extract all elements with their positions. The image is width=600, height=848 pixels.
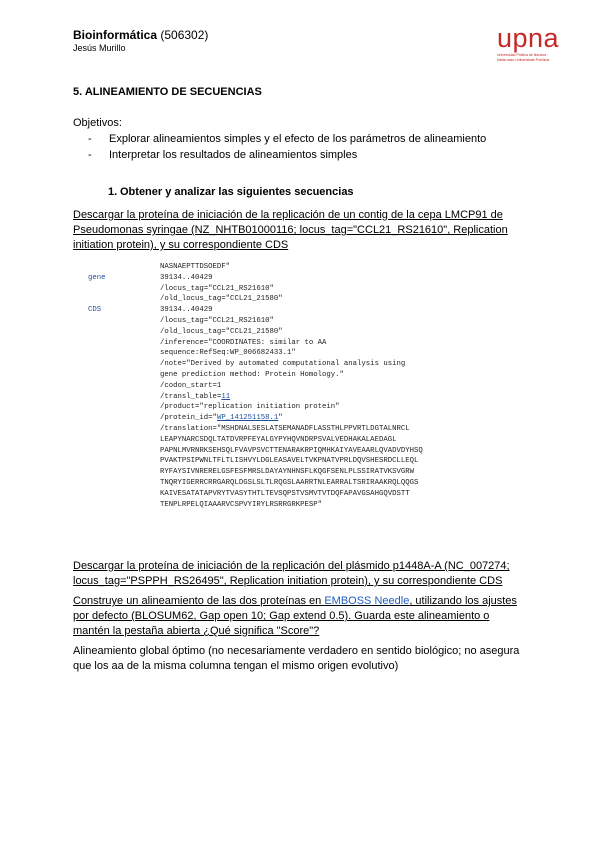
genbank-feature-key: [88, 424, 160, 435]
upna-logo: [497, 23, 560, 63]
genbank-feature-value: sequence:RefSeq:WP_006682433.1": [160, 349, 296, 358]
genbank-feature-key: [88, 413, 160, 424]
genbank-feature-value: 39134..40429: [160, 306, 213, 315]
genbank-feature-value: LEAPYNARCSDQLTATDVRPFEYALGYPYHQVNDRPSVALVEDHAKALAEDAGL: [160, 435, 397, 444]
course-title: [73, 28, 208, 42]
genbank-feature-key: [88, 284, 160, 295]
transl-table-link[interactable]: 11: [221, 392, 231, 401]
genbank-row: [88, 392, 468, 403]
genbank-feature-key: [88, 316, 160, 327]
genbank-feature-key: [88, 402, 160, 413]
genbank-feature-key: [88, 446, 160, 457]
logo-text: upna: [497, 23, 560, 53]
genbank-feature-key: [88, 392, 160, 403]
objective-item: - Interpretar los resultados de alineamientos simples: [88, 147, 486, 163]
genbank-row: [88, 500, 468, 511]
objectives-list: [88, 131, 486, 163]
genbank-row: [88, 262, 468, 273]
genbank-feature-key: [88, 348, 160, 359]
genbank-feature-key: [88, 327, 160, 338]
genbank-feature-value: PAPNLMVRNRKSEHSQLFVAVPSVCTTENARAKRPIQMHKAIYAVEAARLQVADVDYHSQ: [160, 446, 423, 455]
genbank-feature-key: [88, 489, 160, 500]
genbank-row: [88, 305, 468, 316]
genbank-feature-value: /codon_start=1: [160, 381, 222, 390]
genbank-feature-key: CDS: [88, 306, 102, 315]
genbank-feature-value: /product="replication initiation protein": [160, 403, 340, 412]
genbank-feature-value: /translation="MSHDNALSESLATSEMANADFLASSTHLPPVRTLDGTALNRCL: [160, 424, 410, 433]
course-name: Bioinformática: [73, 28, 158, 42]
genbank-feature-key: [88, 500, 160, 511]
genbank-feature-key: [88, 359, 160, 370]
emboss-needle-link[interactable]: EMBOSS Needle: [324, 595, 410, 607]
genbank-row: [88, 273, 468, 284]
genbank-row: [88, 413, 468, 424]
genbank-feature-key: [88, 338, 160, 349]
genbank-row: [88, 294, 468, 305]
section-title: 5. ALINEAMIENTO DE SECUENCIAS: [73, 86, 262, 98]
genbank-row: [88, 316, 468, 327]
genbank-feature-key: [88, 435, 160, 446]
genbank-feature-key: [88, 467, 160, 478]
genbank-row: [88, 370, 468, 381]
genbank-feature-value: /protein_id="WP_141251158.1": [160, 414, 283, 423]
genbank-feature-key: [88, 262, 160, 273]
subsection-text: Obtener y analizar las siguientes secuencias: [120, 186, 354, 198]
genbank-feature-value: /old_locus_tag="CCL21_21580": [160, 327, 283, 336]
logo-subtext: Universidad Pública de Navarra · Nafarroako Unibertsitate Publikoa: [497, 53, 550, 62]
genbank-row: [88, 327, 468, 338]
genbank-feature-value: /old_locus_tag="CCL21_21580": [160, 295, 283, 304]
course-code: (506302): [160, 28, 209, 42]
genbank-row: [88, 435, 468, 446]
paragraph3-before: Construye un alineamiento de las dos proteínas en: [73, 595, 325, 607]
genbank-feature-value: KAIVESATATAPVRYTVASYTHTLTEVSQPSTVSMVTVTDQFAPAVGSAHGQVDSTT: [160, 489, 410, 498]
genbank-feature-value: gene prediction method: Protein Homology.": [160, 370, 344, 379]
genbank-feature-value: /locus_tag="CCL21_RS21610": [160, 316, 274, 325]
answer-paragraph: Alineamiento global óptimo (no necesariamente verdadero en sentido biológico; no asegura que los aa de la misma columna tengan el mismo origen evolutivo): [73, 645, 520, 672]
genbank-row: [88, 456, 468, 467]
genbank-feature-key: [88, 478, 160, 489]
paragraph3-after: , utilizando los ajustes por defecto (BLOSUM62, Gap open 10; Gap extend 0.5). Guarda este alineamiento o mantén la pestaña abierta ¿Qué significa "Score"?: [73, 595, 517, 637]
genbank-row: [88, 489, 468, 500]
genbank-feature-key: [88, 456, 160, 467]
genbank-feature-value: TNQRYIGERRCRRGARQLDGSLSLTLRQGSLAARRTNLEARRALTSRIRAAKRQLQQGS: [160, 478, 419, 487]
genbank-feature-value: /locus_tag="CCL21_RS21610": [160, 284, 274, 293]
subsection-title: [108, 186, 354, 198]
genbank-row: [88, 359, 468, 370]
genbank-feature-value: /transl_table=11: [160, 392, 231, 401]
genbank-feature-key: [88, 370, 160, 381]
genbank-feature-value: TENPLRPELQIAAARVCSPVYIRYLRSRRGRKPESP": [160, 500, 323, 509]
subsection-number: 1.: [108, 186, 118, 198]
task-paragraph-3: [73, 594, 523, 639]
genbank-row: [88, 446, 468, 457]
genbank-feature-value: NASNAEPTTDSOEDF": [160, 263, 231, 271]
genbank-feature-key: [88, 381, 160, 392]
genbank-row: [88, 338, 468, 349]
genbank-row: [88, 381, 468, 392]
genbank-feature-value: RYFAYSIVNRERELGSFESFMRSLDAYAYNHNSFLKQGFSENLPLSSIRATVKSVGRW: [160, 468, 414, 477]
genbank-feature-value: PVAKTPSIPWNLTFLTLISHVYLDGLEASAVELTVKPNATVPRLDQVSHESRDCLLEQL: [160, 457, 419, 466]
genbank-feature-key: gene: [88, 273, 106, 282]
genbank-row: [88, 467, 468, 478]
author: Jesús Murillo: [73, 43, 126, 53]
task-paragraph-2: Descargar la proteína de iniciación de la replicación del plásmido p1448A-A (NC_007274; locus_tag="PSPPH_RS26495", Replication initiation protein), y su correspondiente CDS: [73, 560, 510, 587]
genbank-row: [88, 424, 468, 435]
genbank-row: [88, 478, 468, 489]
genbank-record: [88, 262, 468, 510]
genbank-row: [88, 348, 468, 359]
genbank-feature-value: 39134..40429: [160, 273, 213, 282]
objectives-label: Objetivos:: [73, 117, 122, 129]
protein-id-link[interactable]: WP_141251158.1: [216, 414, 279, 423]
genbank-feature-key: [88, 294, 160, 305]
genbank-row: [88, 402, 468, 413]
genbank-row: [88, 284, 468, 295]
objective-item: - Explorar alineamientos simples y el efecto de los parámetros de alineamiento: [88, 131, 486, 147]
genbank-feature-value: /note="Derived by automated computational analysis using: [160, 360, 406, 369]
genbank-feature-value: /inference="COORDINATES: similar to AA: [160, 338, 327, 347]
task-paragraph-1: Descargar la proteína de iniciación de la replicación de un contig de la cepa LMCP91 de Pseudomonas syringae (NZ_NHTB01000116; locus_tag="CCL21_RS21610", Replication initiation protein), y su correspondiente CDS: [73, 209, 508, 251]
